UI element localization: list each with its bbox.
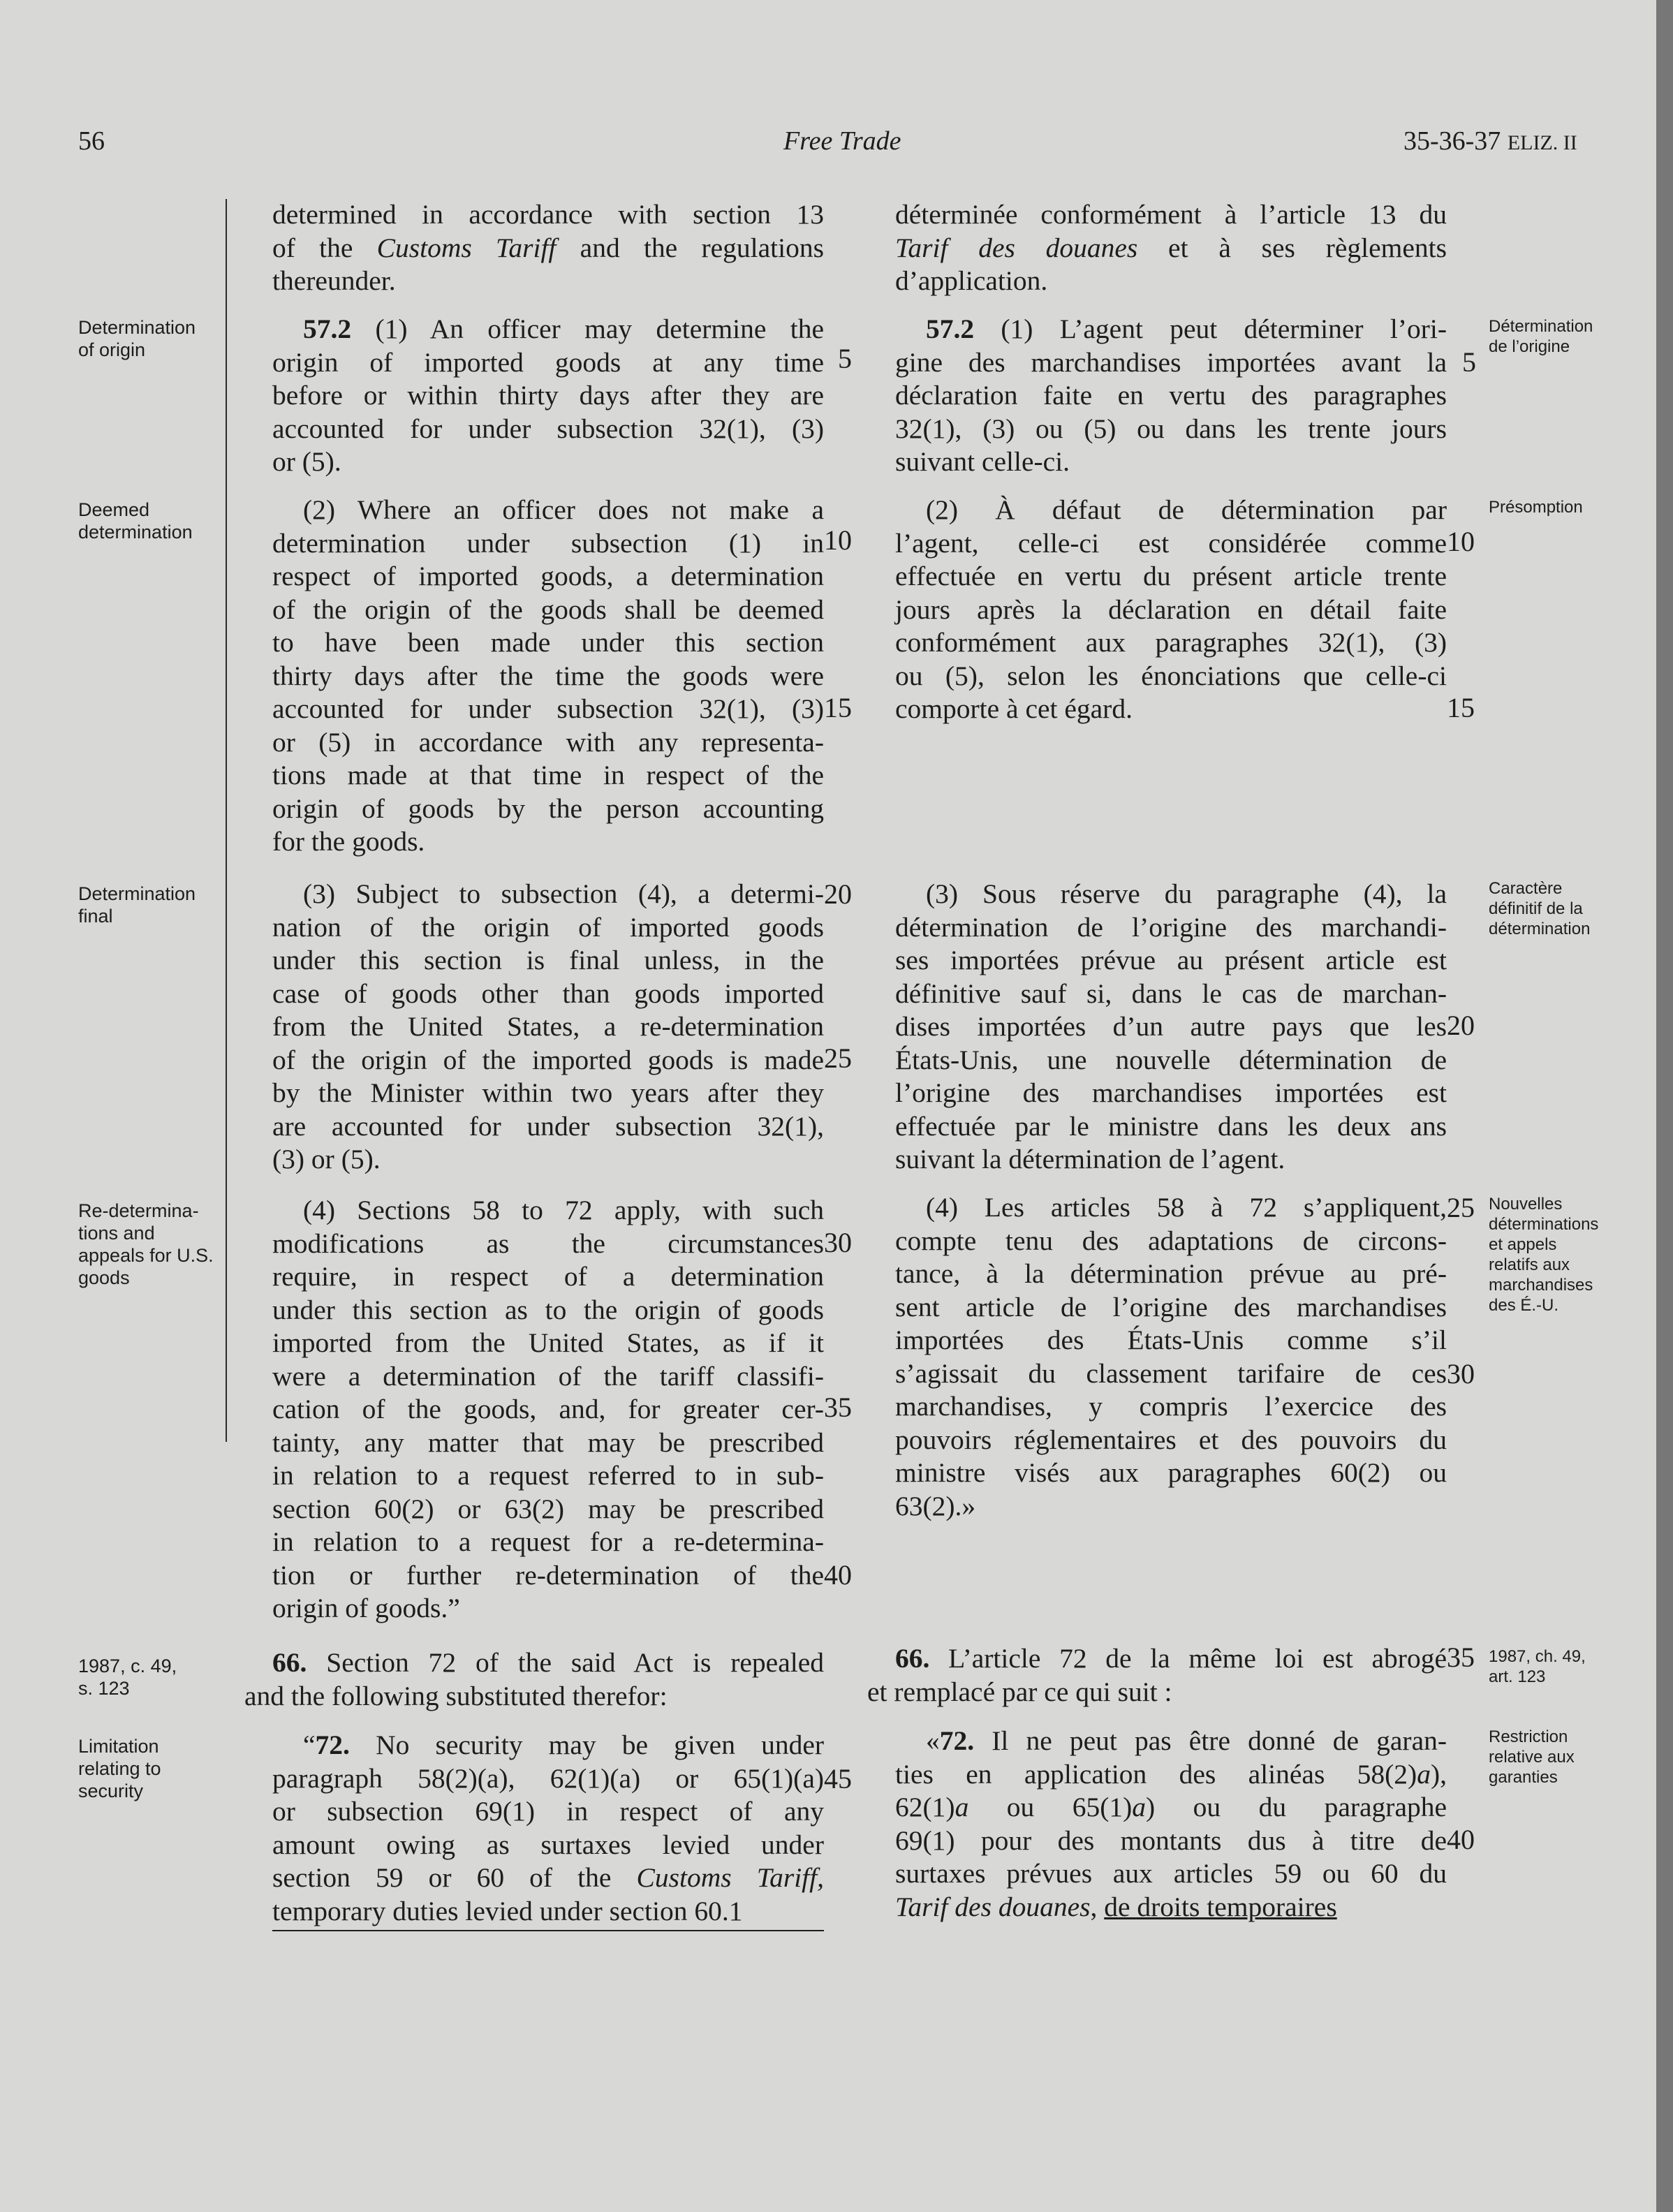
text-line: [895, 1758, 1447, 1792]
running-title: Free Trade: [783, 126, 901, 156]
margin-note-fr: [1489, 497, 1583, 517]
text-run: Il ne peut pas être donné de garan-: [992, 1725, 1447, 1756]
text-run-italic: Customs Tariff: [376, 232, 557, 263]
text-run: L’article 72 de la même loi est abrogé: [948, 1643, 1447, 1674]
margin-note-en: [78, 1735, 161, 1802]
section-number: 66.: [895, 1643, 930, 1674]
margin-note-line: security: [78, 1780, 144, 1801]
text-line: et remplacé par ce qui suit :: [867, 1676, 1172, 1707]
text-line: définitive sauf si, dans le cas de marchan-: [895, 978, 1447, 1009]
line-number-en: 40: [824, 1559, 852, 1591]
text-line: l’origine des marchandises importées est: [895, 1077, 1447, 1108]
text-line: déclaration faite en vertu des paragraphes: [895, 380, 1447, 411]
line-number-fr: 40: [1447, 1824, 1475, 1855]
text-run: et à ses règlements: [1137, 232, 1447, 263]
margin-note-line: des É.-U.: [1489, 1296, 1559, 1315]
text-line: marchandises, y compris l’exercice des: [895, 1391, 1447, 1422]
french-section-66: [867, 1642, 1447, 1709]
french-section-57-2-2: [895, 494, 1447, 726]
section-number: 57.2: [303, 314, 352, 344]
regnal-prefix: 35-36-37: [1403, 126, 1508, 156]
margin-note-en: [78, 883, 196, 927]
text-line: before or within thirty days after they are: [272, 380, 824, 411]
text-line: ou (5), selon les énonciations que celle-ci: [895, 660, 1447, 691]
margin-note-line: Présomption: [1489, 498, 1583, 517]
line-number-en: 35: [824, 1392, 852, 1423]
text-run: Section 72 of the said Act is repealed: [326, 1647, 825, 1678]
text-run-italic: Tarif des douanes: [895, 1891, 1091, 1922]
margin-note-line: déterminations: [1489, 1215, 1599, 1234]
text-line: or (5) in accordance with any representa-: [272, 726, 824, 758]
text-line: [895, 1725, 1447, 1758]
text-line: effectuée en vertu du présent article trente: [895, 561, 1447, 591]
margin-note-line: Deemed: [78, 499, 150, 520]
text-line: dises importées d’un autre pays que les: [895, 1011, 1447, 1042]
english-section-72: [272, 1729, 824, 1928]
french-block-1: [895, 198, 1447, 298]
text-line: effectuée par le ministre dans les deux ans: [895, 1110, 1447, 1142]
text-line: suivant celle-ci.: [895, 446, 1070, 477]
margin-note-line: marchandises: [1489, 1276, 1593, 1295]
french-section-57-2-3: [895, 878, 1447, 1177]
text-line: détermination de l’origine des marchandi-: [895, 911, 1447, 943]
text-run: (1) L’agent peut déterminer l’ori-: [974, 314, 1447, 344]
text-line: États-Unis, une nouvelle détermination de: [895, 1044, 1447, 1075]
quote-mark: “: [303, 1730, 316, 1760]
margin-note-en: [78, 316, 196, 361]
english-section-57-2-4: [272, 1194, 824, 1625]
text-run: 62(1): [895, 1792, 955, 1822]
margin-note-line: art. 123: [1489, 1667, 1546, 1686]
text-line: for the goods.: [272, 826, 425, 857]
text-line: thirty days after the time the goods were: [272, 660, 824, 691]
text-line: tance, à la détermination prévue au pré-: [895, 1258, 1447, 1289]
text-line: section 60(2) or 63(2) may be prescribed: [272, 1493, 824, 1524]
text-line: from the United States, a re-determination: [272, 1011, 824, 1042]
text-run-underlined: de droits temporaires: [1104, 1891, 1337, 1922]
text-line: [895, 1891, 1447, 1924]
margin-note-line: Re-determina-: [78, 1200, 199, 1221]
text-line: require, in respect of a determination: [272, 1261, 824, 1292]
margin-note-fr: [1489, 1646, 1586, 1687]
text-line: under this section is final unless, in the: [272, 945, 824, 975]
french-section-72: [895, 1725, 1447, 1924]
text-run: No security may be given under: [376, 1730, 825, 1760]
text-line: thereunder.: [272, 265, 396, 296]
text-line: 69(1) pour des montants dus à titre de: [895, 1824, 1447, 1856]
margin-note-line: Limitation: [78, 1736, 159, 1757]
line-number-en: 10: [824, 524, 852, 556]
text-line: 63(2).»: [895, 1490, 976, 1521]
text-line: [867, 1642, 1447, 1676]
english-section-57-2-2: [272, 494, 824, 859]
margin-note-line: tions and: [78, 1223, 155, 1244]
margin-note-en: [78, 499, 193, 543]
text-line: to have been made under this section: [272, 627, 824, 658]
english-block-1: [272, 198, 824, 298]
text-line: importées des États-Unis comme s’il: [895, 1325, 1447, 1355]
line-number-fr: 15: [1447, 692, 1475, 723]
line-number-fr: 10: [1447, 526, 1475, 557]
regnal-smallcaps: ELIZ. II: [1507, 131, 1577, 154]
section-number: 72.: [939, 1725, 975, 1756]
margin-note-line: Nouvelles: [1489, 1195, 1563, 1214]
margin-note-line: Détermination: [1489, 317, 1593, 336]
text-line: 32(1), (3) ou (5) ou dans les trente jours: [895, 413, 1447, 444]
margin-note-line: de l’origine: [1489, 337, 1570, 356]
text-line: compte tenu des adaptations de circons-: [895, 1225, 1447, 1256]
text-run: and the regulations: [556, 232, 824, 263]
text-line: (3) Sous réserve du paragraphe (4), la: [926, 878, 1447, 909]
page-edge: [1656, 0, 1673, 2212]
line-number-en: 20: [824, 878, 852, 910]
margin-note-line: relatifs aux: [1489, 1255, 1570, 1274]
text-line: and the following substituted therefor:: [244, 1680, 668, 1711]
english-section-66: [244, 1646, 824, 1713]
margin-rule: [226, 199, 227, 1442]
text-run-italic: Customs Tariff,: [636, 1862, 824, 1893]
margin-note-line: determination: [78, 522, 193, 543]
french-section-57-2-4: [895, 1191, 1447, 1523]
text-line: in relation to a request for a re-determina-: [272, 1526, 824, 1557]
margin-note-fr: [1489, 1194, 1598, 1315]
margin-note-line: garanties: [1489, 1768, 1558, 1787]
text-line: modifications as the circumstances: [272, 1227, 824, 1259]
margin-note-line: final: [78, 906, 113, 927]
text-line: or subsection 69(1) in respect of any: [272, 1796, 824, 1827]
text-line: gine des marchandises importées avant la: [895, 346, 1447, 378]
text-line: suivant la détermination de l’agent.: [895, 1144, 1285, 1174]
text-line: are accounted for under subsection 32(1),: [272, 1110, 824, 1142]
text-line: origin of imported goods at any time: [272, 346, 824, 378]
text-line: accounted for under subsection 32(1), (3): [272, 693, 824, 724]
margin-note-en: [78, 1200, 214, 1289]
text-line: [272, 313, 824, 346]
margin-note-line: Determination: [78, 317, 196, 338]
text-line: l’agent, celle-ci est considérée comme: [895, 527, 1447, 559]
text-line: origin of goods.”: [272, 1593, 460, 1623]
margin-note-line: détermination: [1489, 920, 1591, 938]
text-run: ),: [1430, 1758, 1447, 1790]
text-line: pouvoirs réglementaires et des pouvoirs du: [895, 1424, 1447, 1455]
text-line: origin of goods by the person accounting: [272, 792, 824, 824]
text-line: [895, 232, 1447, 265]
text-line: sent article de l’origine des marchandises: [895, 1291, 1447, 1322]
margin-note-en: [78, 1655, 177, 1699]
text-line: ses importées prévue au présent article est: [895, 945, 1447, 975]
text-line: jours après la déclaration en détail faite: [895, 593, 1447, 625]
english-section-57-2-3: [272, 878, 824, 1177]
margin-note-line: of origin: [78, 339, 146, 360]
quote-mark: «: [926, 1725, 940, 1756]
text-line: conformément aux paragraphes 32(1), (3): [895, 627, 1447, 658]
text-run: ,: [1090, 1891, 1105, 1922]
line-number-en: 15: [824, 692, 852, 723]
section-number: 66.: [272, 1647, 307, 1678]
text-line: [895, 1791, 1447, 1824]
margin-note-line: Caractère: [1489, 879, 1563, 898]
text-line: of the origin of the goods shall be deemed: [272, 593, 824, 625]
text-line: s’agissait du classement tarifaire de ces: [895, 1357, 1447, 1389]
text-line: [895, 313, 1447, 346]
text-run-italic: a: [955, 1792, 969, 1822]
english-section-57-2-1: [272, 313, 824, 479]
text-line: in relation to a request referred to in sub-: [272, 1460, 824, 1491]
underline-rule: [272, 1930, 824, 1931]
text-run-italic: Tarif des douanes: [895, 232, 1138, 263]
text-run: (1) An officer may determine the: [351, 314, 824, 344]
text-line: accounted for under subsection 32(1), (3): [272, 413, 824, 444]
margin-note-line: goods: [78, 1267, 130, 1288]
margin-note-fr: [1489, 316, 1593, 357]
text-line: of the origin of the imported goods is made: [272, 1044, 824, 1075]
margin-note-line: relative aux: [1489, 1748, 1575, 1767]
text-line: (3) or (5).: [272, 1144, 381, 1174]
text-line: (2) Where an officer does not make a: [303, 494, 824, 525]
line-number-en: 30: [824, 1227, 852, 1258]
line-number-fr: 35: [1447, 1642, 1475, 1673]
text-line: amount owing as surtaxes levied under: [272, 1829, 824, 1860]
text-line: nation of the origin of imported goods: [272, 911, 824, 943]
text-line-underlined: temporary duties levied under section 60.1: [272, 1895, 743, 1926]
text-line: by the Minister within two years after they: [272, 1077, 824, 1108]
text-line: tainty, any matter that may be prescribed: [272, 1426, 824, 1458]
text-line: (3) Subject to subsection (4), a determi-: [303, 878, 824, 909]
text-line: surtaxes prévues aux articles 59 ou 60 du: [895, 1858, 1447, 1889]
text-line: were a determination of the tariff classifi-: [272, 1360, 824, 1392]
text-line: respect of imported goods, a determination: [272, 561, 824, 591]
line-number-fr: 20: [1447, 1010, 1475, 1041]
text-run: ties en application des alinéas 58(2): [895, 1758, 1417, 1790]
section-number: 72.: [315, 1730, 350, 1760]
line-number-en: 25: [824, 1042, 852, 1074]
margin-note-line: 1987, ch. 49,: [1489, 1647, 1586, 1666]
text-line: [272, 232, 824, 265]
text-line: case of goods other than goods imported: [272, 978, 824, 1009]
text-line: [272, 1729, 824, 1762]
text-line: (2) À défaut de détermination par: [926, 494, 1447, 525]
page-number: 56: [78, 126, 105, 156]
text-line: imported from the United States, as if it: [272, 1327, 824, 1358]
margin-note-line: Restriction: [1489, 1727, 1568, 1746]
margin-note-line: et appels: [1489, 1235, 1557, 1254]
text-line: determination under subsection (1) in: [272, 527, 824, 559]
text-run: ou 65(1): [968, 1792, 1133, 1822]
margin-note-line: définitif de la: [1489, 899, 1583, 918]
margin-note-line: appeals for U.S.: [78, 1245, 214, 1266]
text-line: tion or further re-determination of the: [272, 1559, 824, 1591]
text-run-italic: a: [1132, 1792, 1147, 1822]
line-number-en: 5: [838, 343, 852, 374]
text-line: déterminée conformément à l’article 13 du: [895, 199, 1447, 230]
margin-note-line: 1987, c. 49,: [78, 1656, 177, 1676]
line-number-fr: 5: [1462, 346, 1476, 378]
section-number: 57.2: [926, 314, 975, 344]
line-number-fr: 30: [1447, 1358, 1475, 1389]
text-run: section 59 or 60 of the: [272, 1862, 637, 1893]
text-run: of the: [272, 232, 377, 263]
margin-note-fr: [1489, 1727, 1575, 1787]
line-number-en: 45: [824, 1763, 852, 1794]
text-line: paragraph 58(2)(a), 62(1)(a) or 65(1)(a): [272, 1762, 824, 1794]
margin-note-line: s. 123: [78, 1678, 130, 1699]
line-number-fr: 25: [1447, 1192, 1475, 1223]
text-line: or (5).: [272, 446, 341, 477]
text-line: cation of the goods, and, for greater cer-: [272, 1394, 824, 1424]
margin-note-fr: [1489, 878, 1590, 939]
text-line: tions made at that time in respect of the: [272, 760, 824, 790]
text-run: ) ou du paragraphe: [1146, 1792, 1447, 1822]
text-line: (4) Les articles 58 à 72 s’appliquent,: [926, 1192, 1447, 1223]
text-line: [244, 1646, 824, 1680]
margin-note-line: Determination: [78, 883, 196, 904]
text-line: [272, 1861, 824, 1895]
regnal-year: [1403, 126, 1577, 156]
text-line: (4) Sections 58 to 72 apply, with such: [303, 1195, 824, 1225]
text-run-italic: a: [1417, 1758, 1431, 1790]
text-line: comporte à cet égard.: [895, 693, 1133, 724]
margin-note-line: relating to: [78, 1758, 161, 1779]
text-line: ministre visés aux paragraphes 60(2) ou: [895, 1457, 1447, 1488]
text-line: under this section as to the origin of goods: [272, 1294, 824, 1325]
french-section-57-2-1: [895, 313, 1447, 479]
text-line: determined in accordance with section 13: [272, 199, 824, 230]
text-line: d’application.: [895, 265, 1048, 296]
